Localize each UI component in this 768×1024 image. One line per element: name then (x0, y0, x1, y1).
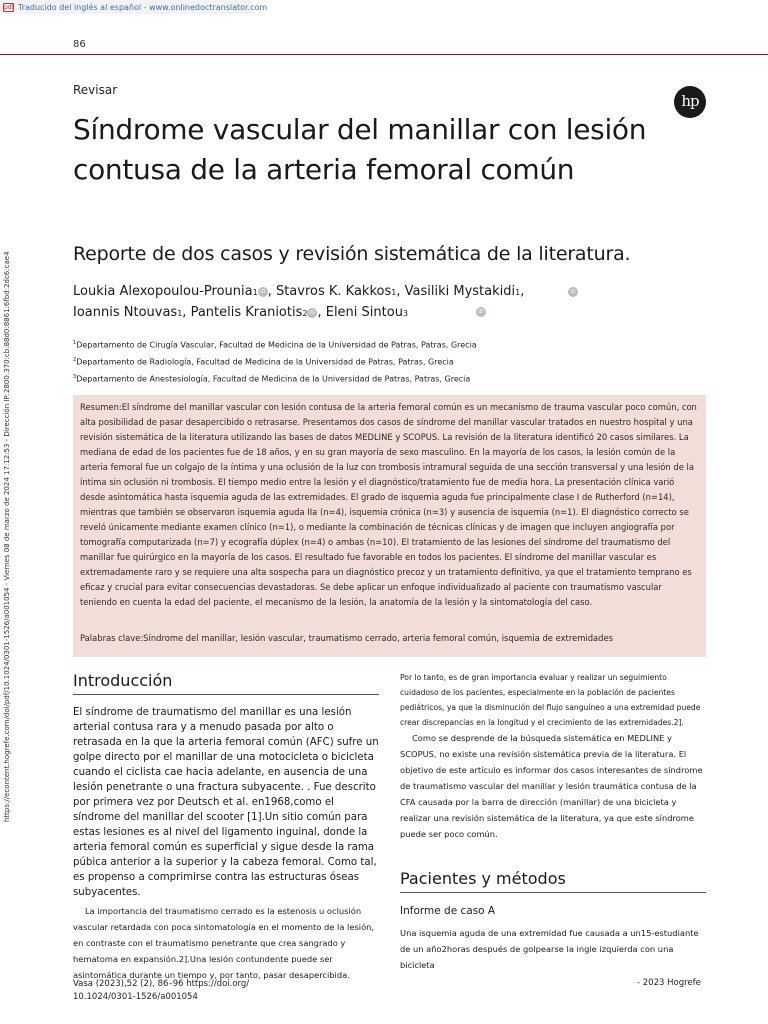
introduction-heading: Introducción (73, 670, 379, 695)
left-column (73, 670, 379, 983)
author-affiliation-number: 1 (252, 288, 258, 297)
affiliation-number: 2 (73, 357, 77, 364)
abstract-box (73, 395, 706, 657)
author-name: Stavros K. Kakkos (275, 284, 392, 299)
article-title: Síndrome vascular del manillar con lesión contusa de la arteria femoral común (73, 113, 647, 186)
affiliation-text: Departamento de Anestesiología, Facultad de Medicina de la Universidad de Patras, Patras, Grecia (76, 374, 471, 384)
pdf-icon: pdf (4, 3, 14, 11)
author-affiliation-number: 1 (515, 288, 521, 297)
copyright-notice: - 2023 Hogrefe (637, 978, 701, 988)
affiliation-number: 1 (73, 340, 77, 346)
author-list: Loukia Alexopoulou-Prounia1 iD , Stavros K. Kakkos1, Vasiliki Mystakidi1, Ioannis Ntouvas1, Pantelis Kraniotis2 iD , Eleni Sintou3 (73, 284, 525, 320)
affiliation-text: Departamento de Radiología, Facultad de Medicina de la Universidad de Patras, Patras, Grecia (76, 357, 454, 367)
download-watermark: https://econtent.hogrefe.com/doi/pdf/10.1024/0301-1526/a001054 - Viernes 08 de marzo de 2024 17:12:53 - Dirección IP:2800:370:cb:88d0:8861:6fbd:2dc6:cae4 (3, 251, 11, 822)
orcid-icon[interactable]: iD (568, 287, 578, 297)
article-subtitle: Reporte de dos casos y revisión sistemática de la literatura. (73, 243, 631, 265)
author-affiliation-number: 3 (402, 309, 409, 318)
doi-link[interactable]: 10.1024/0301-1526/a001054 (73, 992, 198, 1002)
author-name: Vasiliki Mystakidi (404, 284, 516, 299)
orcid-icon[interactable]: iD (258, 287, 268, 297)
author-name: Pantelis Kraniotis (190, 305, 303, 320)
affiliation-item (73, 370, 593, 387)
citation-line: Vasa (2023),52 (2), 86–96 https://doi.org/ (73, 979, 250, 989)
affiliation-list (73, 336, 593, 387)
orcid-icon[interactable]: iD (307, 308, 317, 318)
abstract-text: Resumen:El síndrome del manillar vascular con lesión contusa de la arteria femoral común es un mecanismo de trauma vascular poco común, con alta posibilidad de pasar desapercibido o retrasarse. Presentamos dos casos de síndrome del manillar vascular tratados en nuestro hospital y una revisión sistemática de la literatura utilizando las bases de datos MEDLINE y SCOPUS. La revisión de la literatura identificó 20 casos similares. La mediana de edad de los pacientes fue de 18 años, y en su gran mayoría de sexo masculino. En la mayoría de los casos, la lesión común de la arteria femoral fue un colgajo de la íntima y una oclusión de la luz con trombosis intramural seguida de una sección transversal y una lesión de la íntima sin oclusión ni trombosis. El tiempo medio entre la lesión y el diagnóstico/tratamiento fue de media hora. La presentación clínica varió desde asintomática hasta isquemia aguda de las extremidades. El grado de isquemia aguda fue principalmente clase I de Rutherford (n=14), mientras que también se observaron isquemia aguda IIa (n=4), isquemia crónica (n=3) y ausencia de isquemia (n=1). El diagnóstico correcto se reveló únicamente mediante examen clínico (n=1), o mediante la combinación de técnicas clínicas y de imagen que incluyen angiografía por tomografía computarizada (n=7) y ecografía dúplex (n=4) o ambas (n=10). El tratamiento de las lesiones del síndrome del traumatismo del manillar fue quirúrgico en la mayoría de los casos. El resultado fue favorable en todos los pacientes. El síndrome del manillar vascular es extremadamente raro y se requiere una alta sospecha para un diagnóstico precoz y un tratamiento definitivo, ya que el tratamiento temprano es eficaz y crucial para evitar consecuencias devastadoras. Se debe aplicar un enfoque individualizado al paciente con traumatismo vascular teniendo en cuenta la edad del paciente, el mecanismo de la lesión, la anatomía de la lesión y la sintomatología del caso. (80, 402, 697, 607)
affiliation-item (73, 353, 593, 370)
translation-link[interactable]: Traducido del inglés al español - www.onlinedoctranslator.com (18, 2, 268, 12)
body-paragraph: Como se desprende de la búsqueda sistemática en MEDLINE y SCOPUS, no existe una revisión sistemática previa de la literatura. El objetivo de este artículo es informar dos casos interesantes de síndrome de traumatismo vascular del manillar y lesión traumática contusa de la CFA causada por la barra de dirección (manillar) de una bicicleta y realizar una revisión sistemática de la literatura, ya que este síndrome puede ser poco común. (400, 733, 703, 839)
author-affiliation-number: 1 (177, 309, 183, 318)
orcid-icon[interactable]: iD (476, 307, 486, 317)
author-name: Loukia Alexopoulou-Prounia (73, 284, 253, 299)
page-number: 86 (73, 39, 86, 50)
methods-heading: Pacientes y métodos (400, 868, 706, 893)
header-divider (0, 54, 768, 55)
citation (73, 978, 249, 1004)
keywords: Palabras clave:Síndrome del manillar, lesión vascular, traumatismo cerrado, arteria femoral común, isquemia de extremidades (80, 633, 614, 643)
publisher-logo: hp (674, 86, 706, 118)
introduction-paragraph: La importancia del traumatismo cerrado es la estenosis u oclusión vascular retardada con poca sintomatología en el momento de la lesión, en contraste con el traumatismo penetrante que crea sangrado y hematoma en expansión.2].Una lesión contundente puede ser asintomática durante un tiempo y, por tanto, pasar desapercibida. (73, 906, 375, 980)
introduction-paragraph: El síndrome de traumatismo del manillar es una lesión arterial contusa rara y a menudo pasada por alto o retrasada en la que la arteria femoral común (AFC) sufre un golpe directo por el manillar de una motocicleta o bicicleta cuando el ciclista cae hacia adelante, en ausencia de una lesión penetrante o una fractura subyacente. . Fue descrito por primera vez por Deutsch et al. en1968,como el síndrome del manillar del scooter [1].Un sitio común para estas lesiones es al nivel del ligamento inguinal, donde la arteria femoral común es superficial y sigue desde la rama púbica anterior a la superior y la cabeza femoral. Como tal, es propenso a comprimirse contra las estructuras óseas subyacentes. (73, 707, 379, 898)
case-report-heading: Informe de caso A (400, 905, 496, 917)
affiliation-item (73, 336, 593, 353)
case-report-paragraph: Una isquemia aguda de una extremidad fue causada a un15-estudiante de un año2horas después de golpearse la ingle izquierda con una bicicleta (400, 928, 699, 970)
right-column (400, 670, 706, 973)
author-name: Ioannis Ntouvas (73, 305, 178, 320)
article-type-label: Revisar (73, 83, 118, 97)
author-affiliation-number: 2 (302, 309, 308, 318)
body-paragraph: Por lo tanto, es de gran importancia evaluar y realizar un seguimiento cuidadoso de los pacientes, especialmente en la población de pacientes pediátricos, ya que la disminución del flujo sanguíneo a una extremidad puede crear discrepancias en la longitud y el crecimiento de las extremidades.2]. (400, 673, 701, 727)
author-affiliation-number: 1 (391, 288, 397, 297)
affiliation-text: Departamento de Cirugía Vascular, Facultad de Medicina de la Universidad de Patras, Patras, Grecia (76, 340, 477, 350)
author-name: Eleni Sintou (325, 305, 403, 320)
affiliation-number: 3 (73, 374, 77, 381)
translation-bar (0, 0, 268, 14)
